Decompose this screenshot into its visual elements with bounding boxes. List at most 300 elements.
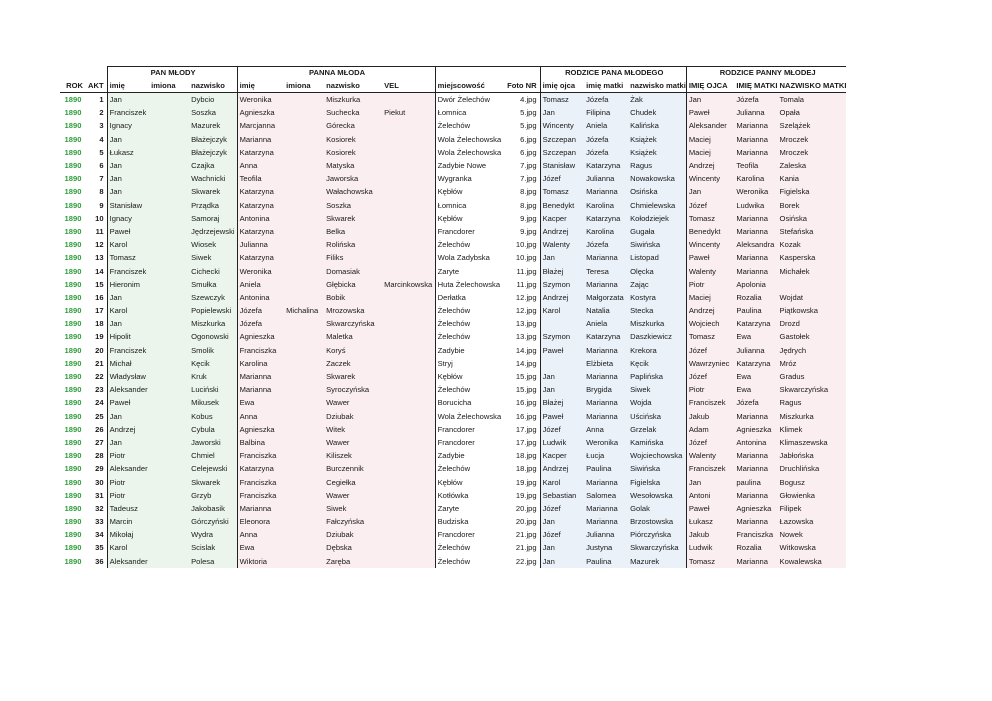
cell-bride-surname: Jaworska [324,172,382,185]
cell-groom-first-name: Jan [107,410,149,423]
cell-bride-middle-names [284,212,324,225]
cell-bride-surname: Kosiorek [324,133,382,146]
cell-bride-middle-names [284,423,324,436]
table-row [60,475,846,488]
cell-bride-first-name: Teofila [237,172,284,185]
cell-act-number: 5 [99,147,104,157]
cell-place: Zaryte [435,502,503,515]
cell-bride-mother-name: Franciszka [734,528,777,541]
group-header-row [60,67,846,80]
cell-groom-mother-surname: Kalińska [628,119,686,132]
table-row [60,383,846,396]
cell-bride-vel [382,541,435,554]
cell-bride-vel [382,449,435,462]
header-groom-mother-surname: nazwisko matki [628,79,686,93]
cell-year: 1890 [64,490,82,500]
cell-groom-first-name: Jan [107,291,149,304]
cell-bride-middle-names [284,225,324,238]
cell-photo-number: 22.jpg [515,556,537,566]
cell-bride-mother-name: Marianna [734,489,777,502]
cell-bride-surname: Bobik [324,291,382,304]
header-year: ROK [60,79,86,93]
cell-groom-first-name: Jan [107,172,149,185]
group-groom: PAN MŁODY [107,67,237,80]
cell-groom-mother-surname: Wesołowska [628,489,686,502]
cell-bride-surname: Cegiełka [324,475,382,488]
cell-groom-first-name: Aleksander [107,555,149,568]
cell-groom-father-name: Jan [540,370,584,383]
cell-year: 1890 [64,477,82,487]
cell-act-number: 10 [95,213,104,223]
cell-bride-mother-surname: Druchlińska [778,462,847,475]
cell-bride-mother-surname: Zaleska [778,159,847,172]
cell-bride-mother-surname: Głowienka [778,489,847,502]
cell-bride-father-name: Tomasz [686,330,734,343]
cell-bride-vel [382,119,435,132]
cell-groom-first-name: Jan [107,185,149,198]
table-row [60,291,846,304]
cell-groom-middle-names [149,291,189,304]
cell-groom-middle-names [149,199,189,212]
cell-year: 1890 [64,319,82,329]
cell-groom-father-name: Jan [540,515,584,528]
cell-groom-father-name: Paweł [540,344,584,357]
cell-groom-mother-name: Marianna [584,344,628,357]
cell-place: Żelechów [435,541,503,554]
cell-bride-vel [382,291,435,304]
cell-bride-vel [382,383,435,396]
cell-groom-mother-surname: Nowakowska [628,172,686,185]
table-row [60,515,846,528]
cell-act-number: 29 [95,464,104,474]
cell-bride-mother-surname: Ragus [778,396,847,409]
cell-groom-father-name [540,357,584,370]
cell-bride-middle-names [284,344,324,357]
cell-bride-middle-names [284,330,324,343]
cell-groom-mother-surname: Mazurek [628,555,686,568]
cell-groom-father-name: Walenty [540,238,584,251]
cell-groom-father-name: Sebastian [540,489,584,502]
cell-bride-middle-names [284,436,324,449]
cell-bride-middle-names [284,475,324,488]
cell-place: Wola Żelechowska [435,410,503,423]
cell-bride-mother-name: Karolina [734,172,777,185]
cell-photo-number: 9.jpg [520,213,537,223]
table-row [60,410,846,423]
table-row [60,528,846,541]
cell-groom-mother-surname: Wojciechowska [628,449,686,462]
cell-groom-first-name: Tadeusz [107,502,149,515]
cell-year: 1890 [64,306,82,316]
table-row [60,159,846,172]
cell-photo-number: 16.jpg [515,411,537,421]
cell-bride-mother-name: Katarzyna [734,317,777,330]
cell-year: 1890 [64,411,82,421]
cell-groom-father-name: Jan [540,555,584,568]
table-row [60,238,846,251]
table-row [60,330,846,343]
cell-groom-first-name: Aleksander [107,383,149,396]
cell-photo-number: 18.jpg [515,451,537,461]
cell-groom-mother-name: Elżbieta [584,357,628,370]
cell-act-number: 13 [95,253,104,263]
cell-bride-vel [382,370,435,383]
marriage-records-table [60,66,846,568]
cell-groom-father-name: Kacper [540,212,584,225]
cell-act-number: 28 [95,451,104,461]
cell-photo-number: 20.jpg [515,517,537,527]
cell-bride-vel [382,330,435,343]
cell-photo-number: 20.jpg [515,503,537,513]
cell-groom-middle-names [149,410,189,423]
cell-bride-mother-name: Paulina [734,304,777,317]
cell-bride-father-name: Franciszek [686,462,734,475]
cell-photo-number: 5.jpg [520,108,537,118]
cell-bride-first-name: Ewa [237,541,284,554]
cell-groom-mother-name: Małgorzata [584,291,628,304]
cell-bride-mother-surname: Kasperska [778,251,847,264]
cell-bride-surname: Wawer [324,436,382,449]
cell-act-number: 27 [95,437,104,447]
cell-bride-middle-names [284,555,324,568]
cell-bride-middle-names [284,146,324,159]
cell-groom-mother-surname: Siwińska [628,462,686,475]
cell-groom-father-name: Karol [540,304,584,317]
cell-bride-middle-names [284,357,324,370]
cell-act-number: 11 [95,226,104,236]
cell-bride-first-name: Franciszka [237,344,284,357]
cell-bride-mother-name: Marianna [734,212,777,225]
cell-bride-surname: Wawer [324,396,382,409]
cell-act-number: 14 [95,266,104,276]
cell-groom-surname: Prządka [189,199,237,212]
cell-bride-first-name: Anna [237,410,284,423]
cell-photo-number: 5.jpg [520,121,537,131]
cell-groom-surname: Luciński [189,383,237,396]
table-row [60,449,846,462]
cell-bride-first-name: Ewa [237,396,284,409]
cell-groom-middle-names [149,489,189,502]
cell-groom-surname: Czajka [189,159,237,172]
cell-bride-surname: Suchecka [324,106,382,119]
cell-groom-mother-surname: Skwarczyńska [628,541,686,554]
cell-bride-mother-surname: Jędrych [778,344,847,357]
cell-bride-first-name: Marianna [237,383,284,396]
cell-groom-first-name: Piotr [107,449,149,462]
cell-bride-mother-name: Rozalia [734,291,777,304]
cell-bride-mother-name: Rozalia [734,541,777,554]
cell-bride-mother-surname [778,278,847,291]
cell-groom-first-name: Franciszek [107,264,149,277]
cell-bride-surname: Soszka [324,199,382,212]
cell-bride-first-name: Wiktoria [237,555,284,568]
cell-year: 1890 [64,464,82,474]
cell-groom-surname: Kruk [189,370,237,383]
cell-bride-father-name: Józef [686,199,734,212]
cell-bride-mother-surname: Drozd [778,317,847,330]
cell-bride-mother-surname: Piątkowska [778,304,847,317]
cell-groom-mother-name: Katarzyna [584,330,628,343]
cell-photo-number: 15.jpg [515,372,537,382]
cell-bride-mother-name: Marianna [734,119,777,132]
cell-groom-father-name: Andrzej [540,225,584,238]
cell-year: 1890 [64,161,82,171]
cell-bride-middle-names [284,370,324,383]
cell-groom-middle-names [149,106,189,119]
cell-bride-middle-names [284,489,324,502]
cell-bride-father-name: Józef [686,370,734,383]
cell-place: Francdorer [435,423,503,436]
cell-bride-mother-name: Józefa [734,396,777,409]
cell-groom-first-name: Jan [107,317,149,330]
cell-groom-middle-names [149,146,189,159]
cell-place: Dwór Żelechów [435,93,503,107]
cell-groom-surname: Szewczyk [189,291,237,304]
cell-groom-middle-names [149,304,189,317]
cell-groom-middle-names [149,528,189,541]
cell-bride-mother-surname: Witkowska [778,541,847,554]
table-row [60,185,846,198]
cell-place: Łomnica [435,199,503,212]
cell-bride-middle-names [284,291,324,304]
cell-bride-mother-surname: Kowalewska [778,555,847,568]
cell-groom-middle-names [149,212,189,225]
cell-bride-middle-names [284,159,324,172]
cell-bride-first-name: Julianna [237,238,284,251]
cell-photo-number: 9.jpg [520,226,537,236]
cell-year: 1890 [64,187,82,197]
cell-bride-first-name: Katarzyna [237,185,284,198]
cell-bride-mother-surname: Klimaszewska [778,436,847,449]
cell-groom-first-name: Mikołaj [107,528,149,541]
cell-bride-mother-name: Marianna [734,251,777,264]
cell-act-number: 9 [99,200,104,210]
cell-place: Łomnica [435,106,503,119]
cell-groom-surname: Soszka [189,106,237,119]
cell-groom-mother-name: Józefa [584,146,628,159]
cell-act-number: 35 [95,543,104,553]
table-row [60,370,846,383]
cell-groom-mother-name: Marianna [584,502,628,515]
cell-place: Kębłów [435,212,503,225]
cell-groom-father-name: Kacper [540,449,584,462]
cell-bride-father-name: Jan [686,475,734,488]
cell-bride-father-name: Walenty [686,449,734,462]
cell-groom-first-name: Paweł [107,396,149,409]
cell-bride-surname: Witek [324,423,382,436]
cell-act-number: 24 [95,398,104,408]
cell-groom-middle-names [149,330,189,343]
cell-bride-surname: Dębska [324,541,382,554]
cell-bride-mother-name: Marianna [734,462,777,475]
cell-groom-middle-names [149,502,189,515]
cell-photo-number: 8.jpg [520,200,537,210]
cell-bride-first-name: Anna [237,528,284,541]
cell-groom-first-name: Piotr [107,475,149,488]
cell-bride-father-name: Wojciech [686,317,734,330]
cell-groom-middle-names [149,475,189,488]
cell-groom-surname: Mikusek [189,396,237,409]
cell-groom-surname: Polesa [189,555,237,568]
table-row [60,317,846,330]
cell-groom-surname: Smułka [189,278,237,291]
cell-bride-first-name: Józefa [237,317,284,330]
cell-groom-surname: Błażejczyk [189,146,237,159]
cell-groom-mother-name: Julianna [584,172,628,185]
cell-groom-first-name: Hipolit [107,330,149,343]
cell-bride-middle-names [284,317,324,330]
cell-groom-father-name: Szymon [540,278,584,291]
cell-bride-father-name: Maciej [686,291,734,304]
cell-bride-surname: Zaczek [324,357,382,370]
cell-bride-vel [382,344,435,357]
cell-groom-middle-names [149,449,189,462]
cell-act-number: 32 [95,503,104,513]
cell-place: Kębłów [435,185,503,198]
cell-groom-father-name: Wincenty [540,119,584,132]
table-row [60,172,846,185]
cell-bride-first-name: Karolina [237,357,284,370]
cell-groom-surname: Jaworski [189,436,237,449]
cell-groom-first-name: Karol [107,541,149,554]
cell-photo-number: 17.jpg [515,437,537,447]
cell-groom-middle-names [149,317,189,330]
cell-bride-mother-surname: Klimek [778,423,847,436]
cell-place: Żelechów [435,330,503,343]
cell-photo-number: 21.jpg [515,543,537,553]
cell-bride-mother-name: Ewa [734,383,777,396]
cell-groom-father-name: Józef [540,528,584,541]
cell-bride-vel [382,133,435,146]
table-row [60,133,846,146]
cell-groom-mother-surname: Kostyra [628,291,686,304]
cell-photo-number: 16.jpg [515,398,537,408]
cell-groom-mother-name: Marianna [584,370,628,383]
cell-bride-middle-names [284,528,324,541]
cell-bride-father-name: Jakub [686,528,734,541]
cell-place: Kębłów [435,475,503,488]
cell-bride-mother-surname: Borek [778,199,847,212]
cell-groom-father-name: Józef [540,172,584,185]
cell-bride-middle-names [284,502,324,515]
cell-bride-vel [382,93,435,107]
cell-groom-middle-names [149,423,189,436]
header-bride-mother-surname: NAZWISKO MATKI [778,79,847,93]
cell-bride-first-name: Katarzyna [237,199,284,212]
cell-bride-first-name: Eleonora [237,515,284,528]
cell-bride-surname: Koryś [324,344,382,357]
cell-bride-father-name: Andrzej [686,159,734,172]
cell-bride-surname: Matyska [324,159,382,172]
cell-groom-middle-names [149,278,189,291]
cell-groom-first-name: Hieronim [107,278,149,291]
cell-bride-mother-name: Julianna [734,344,777,357]
cell-bride-father-name: Jan [686,93,734,107]
cell-groom-middle-names [149,133,189,146]
cell-bride-mother-name: paulina [734,475,777,488]
cell-groom-mother-surname: Siwińska [628,238,686,251]
cell-groom-mother-surname: Golak [628,502,686,515]
cell-bride-vel [382,555,435,568]
cell-groom-surname: Skwarek [189,185,237,198]
cell-act-number: 25 [95,411,104,421]
cell-bride-middle-names [284,119,324,132]
cell-place: Kotłówka [435,489,503,502]
cell-bride-father-name: Antoni [686,489,734,502]
cell-bride-surname: Siwek [324,502,382,515]
cell-groom-father-name: Błażej [540,396,584,409]
cell-year: 1890 [64,279,82,289]
cell-groom-mother-name: Marianna [584,475,628,488]
cell-place: Zadybie [435,344,503,357]
cell-bride-first-name: Marianna [237,133,284,146]
cell-bride-mother-name: Marianna [734,515,777,528]
cell-photo-number: 14.jpg [515,345,537,355]
cell-bride-surname: Wawer [324,489,382,502]
cell-groom-mother-name: Brygida [584,383,628,396]
cell-groom-mother-surname: Krekora [628,344,686,357]
group-bride-parents: RODZICE PANNY MŁODEJ [686,67,846,80]
cell-bride-father-name: Wincenty [686,238,734,251]
cell-place: Żelechów [435,238,503,251]
table-row [60,251,846,264]
cell-bride-mother-name: Agnieszka [734,502,777,515]
cell-year: 1890 [64,95,82,105]
cell-photo-number: 10.jpg [515,240,537,250]
cell-groom-surname: Dybcio [189,93,237,107]
cell-groom-first-name: Stanisław [107,199,149,212]
cell-bride-mother-surname: Kozak [778,238,847,251]
cell-bride-father-name: Wawrzyniec [686,357,734,370]
cell-bride-vel [382,502,435,515]
cell-year: 1890 [64,147,82,157]
cell-place: Wola Zadybska [435,251,503,264]
cell-act-number: 36 [95,556,104,566]
cell-bride-vel [382,462,435,475]
cell-bride-first-name: Katarzyna [237,146,284,159]
cell-photo-number: 11.jpg [516,266,537,276]
cell-photo-number: 12.jpg [515,306,537,316]
cell-bride-vel [382,423,435,436]
cell-groom-mother-name: Natalia [584,304,628,317]
cell-bride-father-name: Walenty [686,264,734,277]
cell-bride-father-name: Benedykt [686,225,734,238]
cell-groom-mother-surname: Figielska [628,475,686,488]
cell-place: Zadybie Nowe [435,159,503,172]
cell-act-number: 34 [95,530,104,540]
cell-bride-first-name: Antonina [237,291,284,304]
cell-year: 1890 [64,437,82,447]
cell-year: 1890 [64,240,82,250]
cell-groom-mother-name: Józefa [584,133,628,146]
cell-groom-father-name: Jan [540,106,584,119]
cell-bride-mother-name: Ludwika [734,199,777,212]
cell-bride-surname: Wałachowska [324,185,382,198]
cell-photo-number: 4.jpg [520,95,537,105]
cell-bride-mother-name: Marianna [734,449,777,462]
cell-groom-father-name: Jan [540,541,584,554]
cell-bride-surname: Skwarczyńska [324,317,382,330]
cell-bride-vel [382,172,435,185]
cell-bride-mother-name: Aleksandra [734,238,777,251]
cell-bride-middle-names [284,106,324,119]
cell-groom-mother-surname: Siwek [628,383,686,396]
cell-bride-mother-surname: Osińska [778,212,847,225]
cell-bride-vel [382,304,435,317]
cell-bride-first-name: Agnieszka [237,106,284,119]
cell-bride-first-name: Aniela [237,278,284,291]
header-groom-surname: nazwisko [189,79,237,93]
